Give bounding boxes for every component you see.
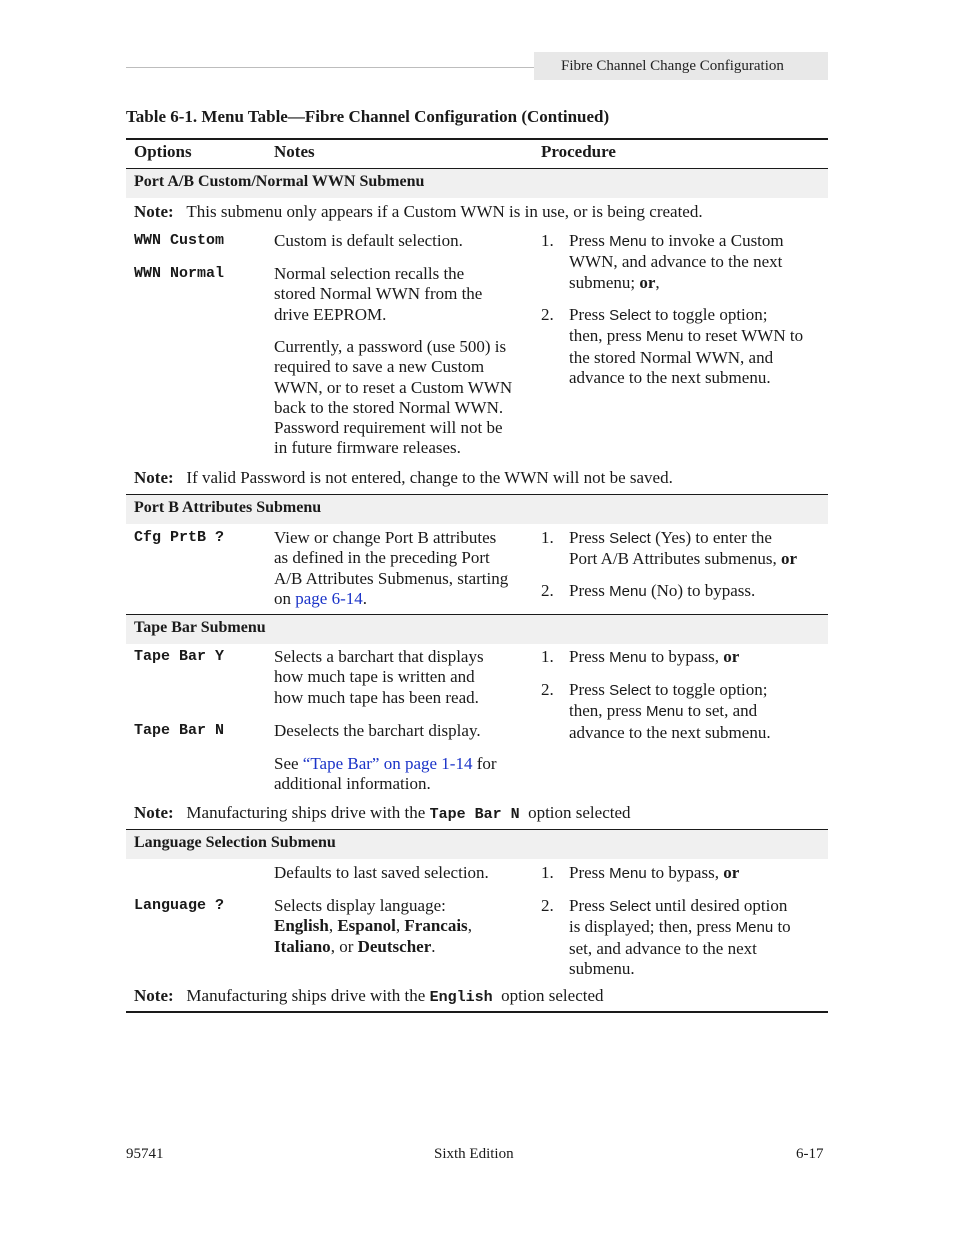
step-text: Press [569,647,610,666]
step-number: 1. [541,647,554,666]
notes-language-select [274,896,472,957]
language-name: Francais [404,916,468,936]
step-text: , [655,272,660,292]
step-text: advance to the next submenu. [569,367,771,387]
or-keyword: or [639,272,656,292]
notes-line: See [274,754,303,773]
procedure-step-2 [569,581,755,602]
step-number: 2. [541,581,554,600]
step-text: (No) to bypass. [646,581,756,600]
menu-key-label: Menu [609,865,647,882]
step-text: the stored Normal WWN, and [569,347,774,367]
section-title-tapebar: Tape Bar Submenu [134,619,266,636]
procedure-step-2 [569,680,771,743]
language-name: Deutscher [357,936,432,956]
separator: , or [330,936,358,956]
separator: . [431,936,436,956]
tape-bar-link[interactable]: “Tape Bar” on page 1-14 [302,754,473,773]
step-number: 2. [541,680,554,699]
option-language: Language ? [134,897,225,914]
footer-page-number: 6-17 [796,1146,824,1162]
step-text: Press [569,231,610,250]
note-label: Note: [134,803,174,822]
step-text: then, press [569,326,646,346]
step-text: Port A/B Attributes submenus, [569,549,782,569]
notes-line: as defined in the preceding Port [274,548,490,568]
option-cfg-prtb: Cfg PrtB ? [134,529,225,546]
notes-line: View or change Port B attributes [274,528,497,547]
procedure-step-1 [569,647,739,668]
notes-line: drive EEPROM. [274,304,387,324]
note-code: English [429,989,493,1006]
notes-line: back to the stored Normal WWN. [274,397,504,417]
notes-line: Normal selection recalls the [274,264,465,283]
step-number: 1. [541,231,554,250]
step-text: submenu. [569,958,635,978]
step-text: to toggle option; [650,680,768,699]
note-label: Note: [134,468,174,487]
step-text: set, and advance to the next [569,938,757,958]
procedure-step-1 [569,231,784,293]
notes-line: on [274,588,296,608]
menu-key-label: Menu [645,703,684,721]
notes-language-default: Defaults to last saved selection. [274,863,489,882]
col-header-notes: Notes [274,142,315,161]
procedure-step-2 [569,305,803,388]
step-text: WWN, and advance to the next [569,252,783,272]
step-text: Press [569,581,610,600]
step-text: advance to the next submenu. [569,722,771,742]
step-text: (Yes) to enter the [650,528,772,547]
option-tape-bar-n: Tape Bar N [134,722,225,739]
notes-line: Password requirement will not be [274,418,503,438]
step-text: to set, and [683,701,758,721]
notes-line: Selects display language: [274,896,446,915]
col-header-procedure: Procedure [541,142,616,161]
separator: , [395,916,401,936]
or-keyword: or [781,549,798,569]
notes-tape-bar-y [274,647,484,708]
section-title-language: Language Selection Submenu [134,834,336,851]
menu-key-label: Menu [735,919,774,937]
separator: , [467,916,472,936]
page-link[interactable]: page 6-14 [295,588,363,608]
step-text: submenu; [569,272,640,292]
step-text: Press [569,305,610,324]
footer-edition: Sixth Edition [434,1146,514,1162]
note-tape-bar [134,803,631,825]
menu-key-label: Menu [609,233,647,250]
section-title-portb: Port B Attributes Submenu [134,499,322,516]
step-text: Press [569,528,610,547]
col-header-options: Options [134,142,192,161]
option-wwn-custom: WWN Custom [134,232,225,249]
notes-line: WWN, or to reset a Custom WWN [274,377,513,397]
note-password [134,468,673,488]
procedure-step-2 [569,896,791,979]
step-number: 2. [541,305,554,324]
table-bottom-rule [126,1011,828,1013]
step-number: 1. [541,863,554,882]
note-text: Manufacturing ships drive with the [186,986,430,1005]
notes-portb [274,528,508,609]
note-wwn-usage [134,202,703,222]
notes-line: how much tape has been read. [274,687,479,707]
notes-line: Selects a barchart that displays [274,647,484,666]
notes-line: required to save a new Custom [274,357,485,377]
step-text: then, press [569,701,646,721]
notes-line: Currently, a password (use 500) is [274,337,507,356]
section-title-wwn: Port A/B Custom/Normal WWN Submenu [134,173,425,190]
notes-line: A/B Attributes Submenus, starting [274,568,509,588]
step-text: Press [569,863,610,882]
step-text: to toggle option; [650,305,768,324]
step-text: to reset WWN to [683,326,804,346]
step-text: until desired option [650,896,788,915]
header-rule [126,67,534,68]
separator: , [328,916,334,936]
menu-key-label: Menu [645,328,684,346]
select-key-label: Select [609,307,651,324]
step-text: to [773,917,791,937]
note-text: This submenu only appears if a Custom WWN is in use, or is being created. [186,202,703,221]
language-name: Italiano [274,936,331,956]
footer-doc-number: 95741 [126,1146,164,1162]
step-text: Press [569,896,610,915]
step-text: is displayed; then, press [569,917,736,937]
notes-tape-bar-n: Deselects the barchart display. [274,721,481,740]
note-language [134,986,604,1008]
note-text: Manufacturing ships drive with the [186,803,430,822]
step-text: to invoke a Custom [646,231,784,250]
step-number: 2. [541,896,554,915]
notes-line: additional information. [274,774,431,794]
table-top-rule [126,138,828,140]
procedure-step-1 [569,528,797,570]
note-text: option selected [523,803,631,822]
language-name: Espanol [337,916,396,936]
note-label: Note: [134,986,174,1005]
select-key-label: Select [609,530,651,547]
menu-key-label: Menu [609,583,647,600]
step-text: to bypass, [646,863,724,882]
step-number: 1. [541,528,554,547]
menu-key-label: Menu [609,649,647,666]
notes-password [274,337,512,459]
notes-line: stored Normal WWN from the [274,284,483,304]
or-keyword: or [723,863,740,882]
notes-line: how much tape is written and [274,667,475,687]
procedure-step-1 [569,863,739,884]
select-key-label: Select [609,682,651,699]
or-keyword: or [723,647,740,666]
notes-line: for [472,754,497,773]
option-tape-bar-y: Tape Bar Y [134,648,225,665]
note-label: Note: [134,202,174,221]
note-code: Tape Bar N [429,806,520,823]
notes-line: in future firmware releases. [274,438,461,458]
running-title: Fibre Channel Change Configuration [534,52,828,80]
notes-line: . [362,588,368,608]
select-key-label: Select [609,898,651,915]
notes-wwn-custom: Custom is default selection. [274,231,463,250]
step-text: Press [569,680,610,699]
notes-tape-bar-see [274,754,497,795]
step-text: to bypass, [646,647,724,666]
note-text: option selected [496,986,604,1005]
note-text: If valid Password is not entered, change to the WWN will not be saved. [186,468,673,487]
language-name: English [274,916,329,936]
notes-wwn-normal [274,264,482,325]
option-wwn-normal: WWN Normal [134,265,225,282]
table-caption: Table 6-1. Menu Table—Fibre Channel Configuration (Continued) [126,107,610,126]
